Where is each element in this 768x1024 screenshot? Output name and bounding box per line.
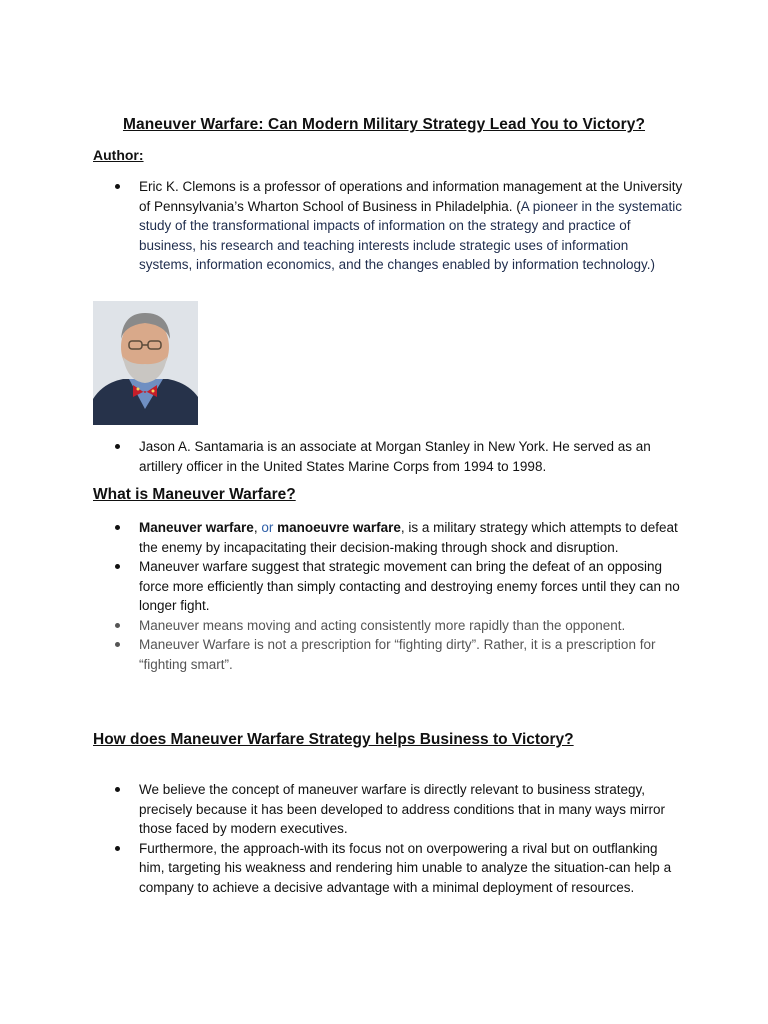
list-item-strategic-movement: Maneuver warfare suggest that strategic movement can bring the defeat of an opposing force more efficiently than simply contacting and destroying enemy forces until they can no longer fight. [93,557,683,616]
author-photo-image [93,301,198,425]
section1-list [93,518,683,674]
list-item-clemons [93,177,683,275]
section-heading-business: How does Maneuver Warfare Strategy helps Business to Victory? [93,731,574,748]
clemons-bio: Eric K. Clemons is a professor of operations and information management at the University of Pennsylvania’s Wharton School of Business in Philadelphia. ( [139,179,683,214]
link-decision-making: decision-making [340,539,438,555]
list-item-moving-rapidly: Maneuver means moving and acting consistently more rapidly than the opponent. [93,616,683,636]
author-list [93,177,683,275]
term-maneuver-warfare: Maneuver warfare [139,520,254,535]
text-fragment: , is a military [400,520,480,535]
clemons-bio-extra: A pioneer in the systematic study of the transformational impacts of information on the strategy and practice of business, his research and teaching interests include strategic uses of information systems, information economics, and the changes enabled by information technology.) [139,198,683,272]
author-list-2 [93,437,683,476]
term-manoeuvre-warfare: manoeuvre warfare [277,520,401,535]
text-fragment: , [253,520,262,535]
list-item-santamaria: Jason A. Santamaria is an associate at Morgan Stanley in New York. He served as an artillery officer in the United States Marine Corps from 1994 to 1998. [93,437,683,476]
author-label: Author: [93,147,144,163]
author-photo [93,301,198,425]
section2-list [93,780,683,897]
list-item-definition [93,518,683,557]
list-item-relevance: We believe the concept of maneuver warfare is directly relevant to business strategy, precisely because it has been developed to address conditions that in many ways mirror those faced by modern executives. [93,780,683,839]
document-title: Maneuver Warfare: Can Modern Military Strategy Lead You to Victory? [122,116,646,133]
list-item-approach: Furthermore, the approach-with its focus not on overpowering a rival but on outflanking him, targeting his weakness and rendering him unable to analyze the situation-can help a company to achieve a decisive advantage with a minimal deployment of resources. [93,839,683,898]
section-heading-what-is: What is Maneuver Warfare? [93,486,296,503]
list-item-fighting-smart: Maneuver Warfare is not a prescription for “fighting dirty”. Rather, it is a prescription for “fighting smart”. [93,635,683,674]
text-fragment: which attempts to defeat the enemy by incapacitating their [139,520,678,555]
link-or: or [261,520,274,535]
text-fragment: through shock and disruption. [437,539,619,555]
link-strategy: strategy [479,520,528,535]
